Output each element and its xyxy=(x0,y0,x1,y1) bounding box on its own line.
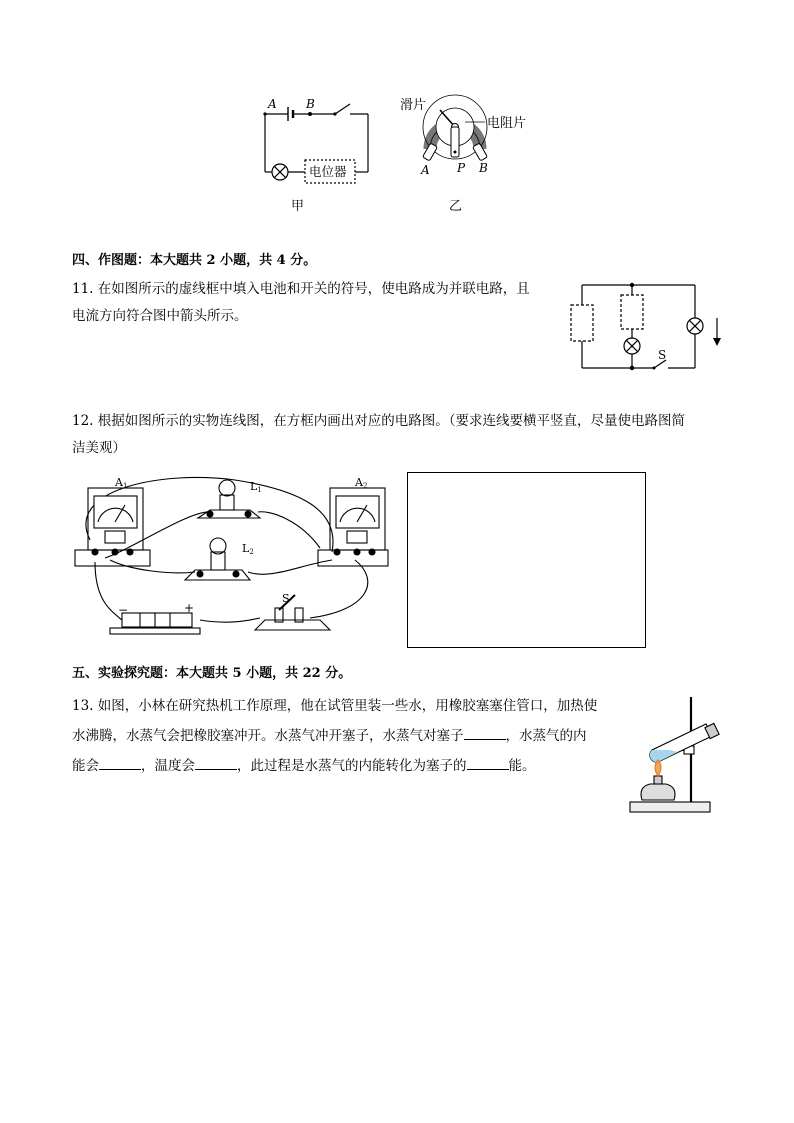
label-a: A xyxy=(268,97,277,111)
test-tube-apparatus-figure xyxy=(628,692,726,818)
resistor-label: 电阻片 xyxy=(487,116,527,131)
switch-s-label: S xyxy=(658,348,667,362)
potentiometer-box-label: 电位器 xyxy=(309,164,347,179)
ammeter-a1-label: A1 xyxy=(115,476,128,490)
section-5-heading: 五、实验探究题：本大题共 5 小题，共 22 分。 xyxy=(72,666,352,681)
q11-line2: 电流方向符合图中箭头所示。 xyxy=(72,308,248,324)
label-b: B xyxy=(306,97,315,111)
blank-4[interactable] xyxy=(467,755,509,770)
q11-line1: 11. 在如图所示的虚线框中填入电池和开关的符号，使电路成为并联电路，且 xyxy=(72,281,530,297)
q13-line2: 水沸腾，水蒸气会把橡胶塞冲开。水蒸气冲开塞子，水蒸气对塞子 ，水蒸气的内 xyxy=(72,721,632,751)
section-4-heading: 四、作图题：本大题共 2 小题，共 4 分。 xyxy=(72,253,317,268)
question-13 xyxy=(72,691,632,781)
q12-line1: 12. 根据如图所示的实物连线图，在方框内画出对应的电路图。（要求连线要横平竖直，尽量使电路图简 xyxy=(72,413,686,429)
switch-label: S xyxy=(282,592,290,605)
q12-line2: 洁美观） xyxy=(72,440,126,456)
blank-2[interactable] xyxy=(99,755,141,770)
blank-3[interactable] xyxy=(195,755,237,770)
question-11 xyxy=(72,276,552,330)
blank-1[interactable] xyxy=(464,725,506,740)
answer-box[interactable] xyxy=(407,472,646,648)
pin-p-label: P xyxy=(457,161,466,175)
q13-line1: 13. 如图，小林在研究热机工作原理，他在试管里装一些水，用橡胶塞塞住管口，加热使 xyxy=(72,698,598,714)
lamp-l2-label: L2 xyxy=(242,542,254,556)
q13-line3: 能会 ，温度会 ，此过程是水蒸气的内能转化为塞子的 能。 xyxy=(72,751,632,781)
q11-circuit-figure xyxy=(562,280,732,378)
ammeter-a2-label: A2 xyxy=(355,476,368,490)
slider-label: 滑片 xyxy=(400,98,427,113)
pin-b-label: B xyxy=(479,161,488,175)
pin-a-label: A xyxy=(421,163,430,177)
caption-yi: 乙 xyxy=(449,199,463,214)
circuit-jia-figure xyxy=(250,92,380,217)
caption-jia: 甲 xyxy=(291,199,305,214)
question-12 xyxy=(72,408,722,462)
battery-plus-label: + xyxy=(184,601,195,615)
q12-physical-circuit-figure xyxy=(70,470,400,640)
potentiometer-yi-figure xyxy=(395,92,545,217)
lamp-l1-label: L1 xyxy=(250,480,262,494)
battery-minus-label: − xyxy=(118,603,129,617)
